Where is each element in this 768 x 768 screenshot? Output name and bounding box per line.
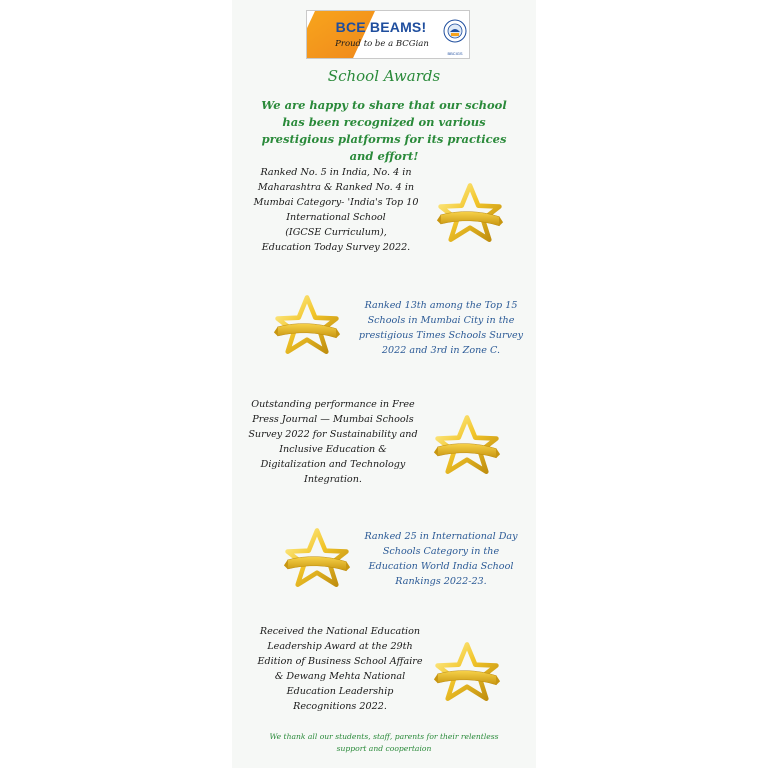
- award-2-line-3: prestigious Times Schools Survey: [358, 330, 524, 341]
- bce-beams-logo: [306, 10, 470, 59]
- award-3-line-3: Survey 2022 for Sustainability and: [248, 429, 418, 440]
- award-1-text: [246, 165, 426, 255]
- award-5-line-1: Received the National Education: [259, 626, 421, 637]
- award-3-line-5: Digitalization and Technology: [260, 459, 406, 470]
- award-1-line-6: Education Today Survey 2022.: [261, 242, 411, 253]
- award-4-line-2: Schools Category in the: [382, 546, 500, 557]
- award-3-line-4: Inclusive Education &: [279, 444, 387, 455]
- award-4-line-3: Education World India School: [368, 561, 514, 572]
- footer-thanks: We thank all our students, staff, parents for their relentless support and coopertaion: [269, 732, 499, 753]
- gold-star-ribbon-icon: [436, 181, 504, 245]
- award-2-text: [356, 298, 526, 358]
- page-title: School Awards: [327, 67, 441, 85]
- award-3-text: [243, 397, 423, 487]
- gold-star-ribbon-icon: [273, 293, 341, 357]
- gold-star-ribbon-icon: [283, 526, 351, 590]
- award-5-text: [250, 624, 430, 714]
- award-1-line-3: Mumbai Category- 'India's Top 10: [253, 197, 419, 208]
- award-1-line-2: Maharashtra & Ranked No. 4 in: [257, 182, 415, 193]
- award-3-line-1: Outstanding performance in Free: [251, 399, 415, 410]
- intro-text: We are happy to share that our school has been recognized on various prestigious platforms for its practices and effort!: [261, 98, 507, 163]
- school-seal-icon: [443, 18, 467, 52]
- award-2-line-2: Schools in Mumbai City in the: [367, 315, 515, 326]
- logo-tagline: Proud to be a BCGian: [335, 39, 429, 49]
- logo-seal-text: BBCIGS: [447, 51, 463, 56]
- logo-title: BCE BEAMS!: [335, 19, 427, 35]
- award-5-line-6: Recognitions 2022.: [293, 701, 387, 712]
- award-1-line-1: Ranked No. 5 in India, No. 4 in: [260, 167, 412, 178]
- gold-star-ribbon-icon: [433, 413, 501, 477]
- award-2-line-1: Ranked 13th among the Top 15: [364, 300, 518, 311]
- award-5-line-2: Leadership Award at the 29th: [267, 641, 413, 652]
- award-5-line-3: Edition of Business School Affaire: [257, 656, 423, 667]
- award-1-line-5: (IGCSE Curriculum),: [285, 227, 387, 238]
- award-3-line-2: Press Journal — Mumbai Schools: [252, 414, 414, 425]
- award-1-line-4: International School: [286, 212, 386, 223]
- award-3-line-6: Integration.: [304, 474, 362, 485]
- award-4-text: [356, 529, 526, 589]
- award-2-line-4: 2022 and 3rd in Zone C.: [381, 345, 501, 356]
- award-4-line-1: Ranked 25 in International Day: [364, 531, 518, 542]
- award-5-line-4: & Dewang Mehta National: [274, 671, 406, 682]
- gold-star-ribbon-icon: [433, 640, 501, 704]
- award-4-line-4: Rankings 2022-23.: [395, 576, 487, 587]
- award-5-line-5: Education Leadership: [286, 686, 394, 697]
